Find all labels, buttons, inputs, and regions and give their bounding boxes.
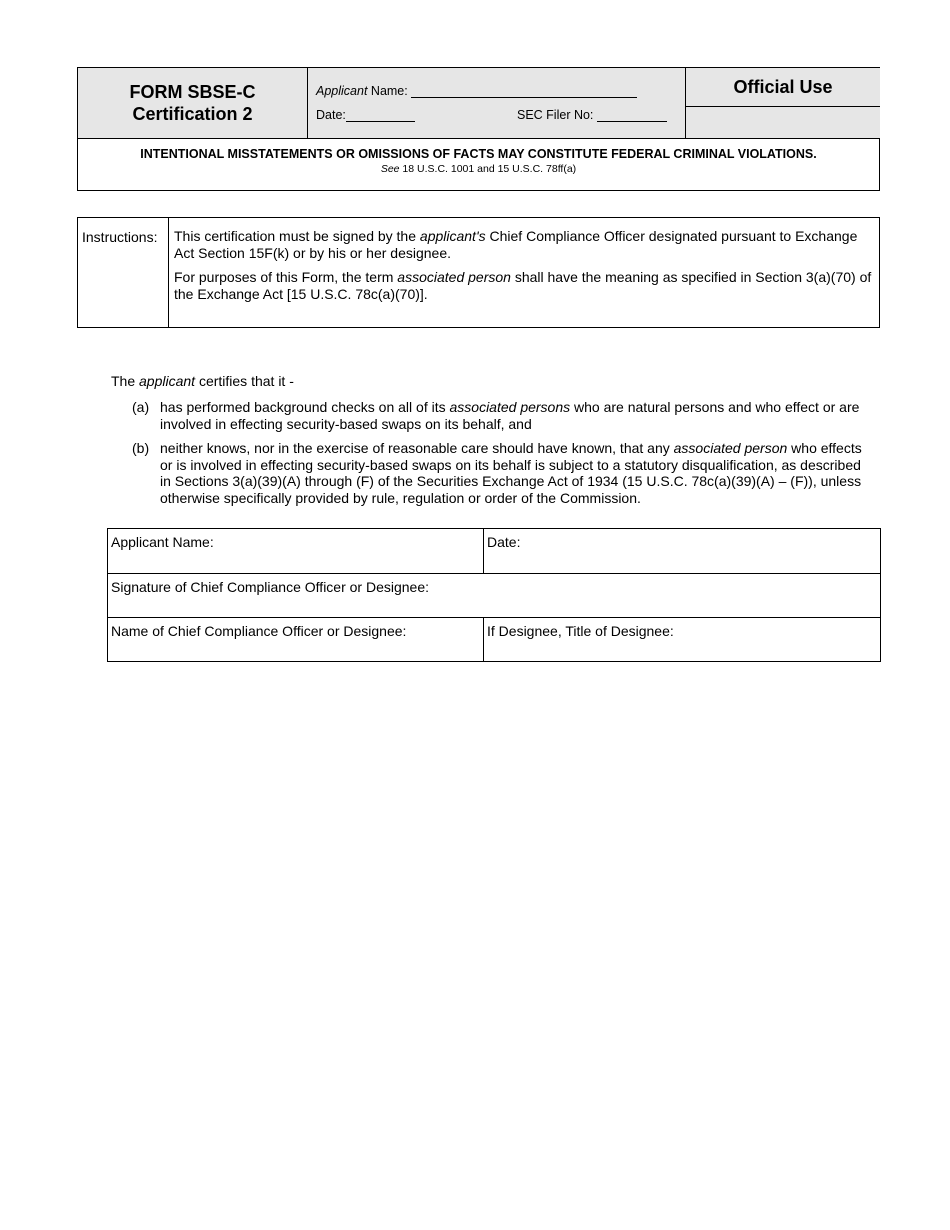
item-a-3: who are natural persons and who effect or are involved in effecting security-based swaps on its behalf, and bbox=[160, 399, 860, 432]
warning-text: INTENTIONAL MISSTATEMENTS OR OMISSIONS OF FACTS MAY CONSTITUTE FEDERAL CRIMINAL VIOLATIONS. bbox=[140, 147, 817, 161]
applicant-label-italic: Applicant bbox=[316, 84, 368, 98]
applicant-name-field[interactable] bbox=[411, 85, 637, 98]
warning-citation bbox=[78, 163, 879, 175]
filer-row bbox=[517, 108, 667, 122]
applicant-label-rest: Name: bbox=[367, 84, 408, 98]
p1-text-a: This certification must be signed by the bbox=[174, 228, 420, 244]
form-header bbox=[77, 67, 880, 191]
applicant-name-row bbox=[316, 84, 637, 98]
item-a-letter: (a) bbox=[132, 399, 150, 415]
form-subtitle: Certification 2 bbox=[132, 104, 253, 124]
intro-b: applicant bbox=[139, 373, 196, 389]
certification-intro bbox=[111, 373, 294, 389]
signature-label: Signature of Chief Compliance Officer or Designee: bbox=[111, 579, 430, 595]
item-b-3: who effects or is involved in effecting security-based swaps on its behalf is subject to a statutory disqualification, as described in Sections 3(a)(39)(A) through (F) of the Securities Exchange Act of 1934 (15 U.S.C. 78c(a)(39)(A) – (F)), unless otherwise specifically provided by rule, regulation or order of the Commission. bbox=[160, 440, 862, 506]
item-a-2: associated persons bbox=[449, 399, 571, 415]
item-b-1: neither knows, nor in the exercise of reasonable care should have known, that any bbox=[160, 440, 674, 456]
instructions-paragraph-1 bbox=[174, 228, 874, 262]
warning-cite: 18 U.S.C. 1001 and 15 U.S.C. 78ff(a) bbox=[399, 163, 577, 175]
filer-label: SEC Filer No: bbox=[517, 108, 594, 122]
p2-text-c: shall have the meaning as specified in Section 3(a)(70) of the Exchange Act [15 U.S.C. 78c(a)(70)]. bbox=[174, 269, 872, 302]
warning-see: See bbox=[380, 163, 400, 175]
designee-title-label: If Designee, Title of Designee: bbox=[487, 623, 674, 639]
instructions-paragraph-2 bbox=[174, 269, 874, 303]
applicant-info-block bbox=[308, 68, 685, 139]
instructions-label: Instructions: bbox=[78, 218, 169, 327]
cco-name-cell[interactable] bbox=[108, 618, 484, 661]
instructions-text bbox=[174, 228, 874, 310]
date-cell-label: Date: bbox=[487, 534, 521, 550]
intro-c: certifies that it - bbox=[195, 373, 294, 389]
official-use-label: Official Use bbox=[686, 68, 880, 107]
form-name: FORM SBSE-C bbox=[129, 82, 256, 102]
date-row bbox=[316, 108, 415, 122]
intro-a: The bbox=[111, 373, 140, 389]
p1-text-b: applicant's bbox=[419, 228, 486, 244]
instructions-box bbox=[77, 217, 880, 328]
applicant-name-label: Applicant Name: bbox=[111, 534, 214, 550]
item-b-letter: (b) bbox=[132, 440, 150, 456]
date-label: Date: bbox=[316, 108, 346, 122]
applicant-name-cell[interactable] bbox=[108, 529, 484, 574]
item-a-1: has performed background checks on all of its bbox=[160, 399, 450, 415]
signature-table bbox=[107, 528, 881, 662]
date-cell[interactable] bbox=[484, 529, 880, 574]
p2-text-b: associated person bbox=[397, 269, 511, 285]
item-a-text bbox=[160, 399, 865, 432]
date-field[interactable] bbox=[346, 109, 415, 122]
p1-text-c: Chief Compliance Officer designated pursuant to Exchange Act Section 15F(k) or by his or her designee. bbox=[174, 228, 858, 261]
cco-name-label: Name of Chief Compliance Officer or Designee: bbox=[111, 623, 407, 639]
official-use-block bbox=[685, 68, 880, 139]
form-title-block bbox=[78, 68, 308, 139]
filer-number-field[interactable] bbox=[597, 109, 667, 122]
designee-title-cell[interactable] bbox=[484, 618, 880, 661]
p2-text-a: For purposes of this Form, the term bbox=[174, 269, 398, 285]
item-b-2: associated person bbox=[673, 440, 788, 456]
signature-cell[interactable] bbox=[108, 574, 880, 618]
item-b-text bbox=[160, 440, 865, 506]
